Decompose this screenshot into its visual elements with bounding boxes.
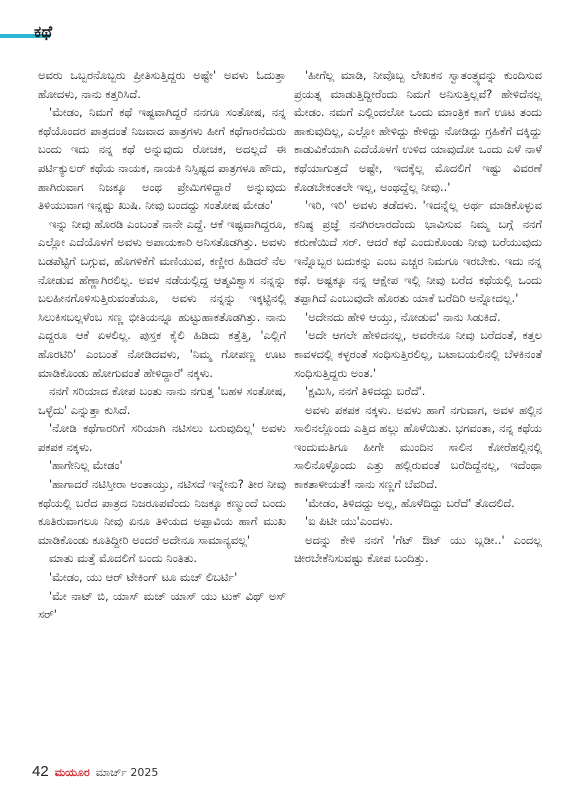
paragraph: 'ಹಾಗೇನಿಲ್ಲ ಮೇಡಂ' (49, 458, 123, 473)
paragraph: ಅದನ್ನು ಕೇಳಿ ನನಗೆ 'ಗೆಟ್ ಔಟ್ ಯು ಬ್ಲಡೀ..' ಎಂದಲ್ಲ ಚೀರಬೇಕೆನಿಸುವಷ್ಟು ಕೋಪ ಬಂದಿತ್ತು. (294, 532, 542, 566)
paragraph: 'ಮೇಡಂ, ತಿಳಿದದ್ದು ಅಲ್ಲ, ಹೊಳೆದಿದ್ದು ಬರೆದೆ' ತೊದಲಿದೆ. (305, 495, 515, 510)
paragraph: 'ಅದೇ ಆಗಲೇ ಹೇಳಿದನಲ್ಲ, ಅವರೇನೂ ನೀವು ಬರೆದಂತೆ, ಕತ್ತಲ ಕಾವಳದಲ್ಲಿ ಕಳ್ಳರಂತೆ ಸಂಧಿಸುತ್ತಿರಲಿಲ್ಲ, ಬಟಾಬಯಲಿನಲ್ಲಿ ಬೆಳಕಿನಂತೆ ಸಂಧಿಸುತ್ತಿದ್ದರು ಅಂತ.' (294, 328, 542, 380)
paragraph: ನನಗೆ ಸರಿಯಾದ ಕೋಪ ಬಂತು ನಾನು ನಗುತ್ತ 'ಬಹಳ ಸಂತೋಷ, ಒಳ್ಳೆದು' ಎನ್ನುತ್ತಾ ಕುಸಿದೆ. (38, 384, 286, 417)
paragraph: 'ಮೇಡಂ, ಯು ಆರ್ ಟೇಕಿಂಗ್ ಟೂ ಮಚ್ ಲಿಬರ್ಟಿ' (49, 570, 238, 585)
paragraph: 'ಮೇಡಂ, ನಿಮಗೆ ಕಥೆ ಇಷ್ಟವಾಗಿದ್ದರೆ ನನಗೂ ಸಂತೋಷ, ನನ್ನ ಕಥೆಯೊಂದರ ಪಾತ್ರದಂತೆ ನಿಜವಾದ ಪಾತ್ರಗಳು ಹೀಗೆ ಕಥೆಗಾರನೆದುರು ಬಂದು ಇದು ನನ್ನ ಕಥೆ ಅನ್ನುವುದು ರೋಚಕ, ಅದಲ್ಲದೆ ಈ ಪರ್ಟಿಕ್ಯುಲರ್ ಕಥೆಯ ನಾಯಕ, ನಾಯಕಿ ನಿಸ್ಸಿಷ್ಟದ ಪಾತ್ರಗಳೂ ಹೌದು, ಹಾಗಿರುವಾಗ ನಿಜಕ್ಕೂ ಅಂಥ ಪ್ರೇಮಿಗಳಿದ್ದಾರೆ ಅನ್ನುವುದು ತಿಳಿಯುವಾಗ ಇನ್ನಷ್ಟು ಖುಷಿ. ನೀವು ಬಂದದ್ದು ಸಂತೋಷ ಮೇಡಂ' (38, 105, 286, 213)
issue-date: ಮಾರ್ಚ್ 2025 (95, 766, 159, 779)
right-column (294, 66, 542, 568)
section-label: ಕಥೆ (34, 22, 53, 41)
paragraph: 'ಹಾಗಾದರೆ ನಟಿಸ್ತೀರಾ ಅಂತಾಯ್ತು, ನಟಿಸದೆ ಇನ್ನೇನು? ತೀರ ನೀವು ಕಥೆಯಲ್ಲಿ ಬರೆದ ಪಾತ್ರದ ನಿಜರೂಪವೆಂದು ನಿಜಕ್ಕೂ ಕಣ್ಮುಂದೆ ಬಂದು ಕೂತಿರುವಾಗಲೂ ನೀವು ಏನೂ ತಿಳಿಯದ ಅಪ್ಪಾವಿಯ ಹಾಗೆ ಮುಖ ಮಾಡಿಕೊಂಡು ಕೂತಿದ್ದೀರಿ ಅಂದರೆ ಅದೇನೂ ಸಾಮಾನ್ಯವಲ್ಲ' (38, 477, 286, 547)
paragraph: 'ಅದೇನದು ಹೇಳಿ ಆಯ್ತು, ನೋಡುವ' ನಾನು ಸಿಡುಕಿದೆ. (305, 309, 501, 324)
page-number: 42 (32, 763, 49, 780)
left-column (38, 66, 286, 624)
paragraph: ಅವರು ಒಬ್ಬರನೊಬ್ಬರು ಪ್ರೀತಿಸುತ್ತಿದ್ದರು ಅಷ್ಟೇ' ಅವಳು ಓದುತ್ತಾ ಹೋದಳು, ನಾನು ಕತ್ತರಿಸಿದೆ. (38, 68, 286, 101)
paragraph: ಅವಳು ಪಕಪಕ ನಕ್ಕಳು. ಅವಳು ಹಾಗೆ ನಗುವಾಗ, ಅವಳ ಹಲ್ಲಿನ ಸಾಲಿನಲ್ಲೊಂದು ಎತ್ತಿದ ಹಲ್ಲು ಹೊಳೆಯಿತು. ಭಗವಂತಾ, ನನ್ನ ಕಥೆಯ ಇಂದುಮತಿಗೂ ಹೀಗೇ ಮುಂದಿನ ಸಾಲಿನ ಕೋರೆಹಲ್ಲಿನಲ್ಲಿ ಸಾಲಿನೊಳ್ಳೊಂದು ಎತ್ತು ಹಲ್ಲಿರುವಂತೆ ಬರೆದಿದ್ದೆನಲ್ಲ, ಇದೆಂಥಾ ಕಾಕತಾಳೀಯತೆ! ನಾನು ಸಣ್ಣಗೆ ಬೆವರಿದೆ. (294, 402, 542, 492)
page-footer (32, 763, 158, 783)
paragraph: 'ಇರಿ, ಇರಿ' ಅವಳು ತಡೆದಳು. 'ಇದನ್ನೆಲ್ಲ ಅರ್ಥ ಮಾಡಿಕೊಳ್ಳುವ ಕನಿಷ್ಠ ಪ್ರಜ್ಞೆ ನನಗಿರಲಾರದೆಂದು ಭಾವಿಸುವ ನಿಮ್ಮ ಬಗ್ಗೆ ನನಗೆ ಕರುಣೆಯಿದೆ ಸರ್. ಆದರೆ ಕಥೆ ಎಂದುಕೊಂಡು ನೀವು ಬರೆಯುವುದು ಇನ್ನೊಬ್ಬರ ಬದುಕನ್ನು ಎಂಬ ಎಚ್ಚರ ನಿಮಗೂ ಇರಬೇಕು. ಇದು ನನ್ನ ಕಥೆ. ಅಷ್ಟಕ್ಕೂ ನನ್ನ ಆಕ್ಷೇಪ ಇಲ್ಲಿ ನೀವು ಬರೆದ ಕಥೆಯಲ್ಲಿ ಒಂದು ತಪ್ಪಾಗಿದೆ ಎಂಬುವುದೇ ಹೊರತು ಯಾಕೆ ಬರೆದಿರಿ ಅನ್ನೋದಲ್ಲ.' (294, 198, 542, 306)
paragraph: 'ಮೇ ನಾಟ್ ಬಿ, ಯಾಸ್ ಮಚ್ ಯಾಸ್ ಯು ಟುಕ್ ವಿಥ್ ಅಸ್ ಸರ್' (38, 588, 286, 622)
paragraph: 'ಕ್ಷಮಿಸಿ, ನನಗೆ ತಿಳಿದದ್ದು ಬರೆದೆ'. (305, 384, 426, 399)
paragraph: ಮಾತು ಮತ್ತೆ ಮೊದಲಿಗೆ ಬಂದು ನಿಂತಿತು. (49, 551, 197, 566)
magazine-logo: ಮಯೂರ (54, 766, 90, 779)
paragraph: 'ನೋಡಿ ಕಥೆಗಾರರಿಗೆ ಸರಿಯಾಗಿ ನಟಿಸಲು ಬರುವುದಿಲ್ಲ' ಅವಳು ಪಕಪಕ ನಕ್ಕಳು. (38, 421, 286, 454)
paragraph: 'ಐ ಪಿಟೀ ಯು'ಎಂದಳು. (305, 514, 393, 529)
paragraph: ಇನ್ನು ನೀವು ಹೊರಡಿ ಎಂಬಂತೆ ನಾನೇ ಎದ್ದೆ. ಆಕೆ ಇಷ್ಟವಾಗಿದ್ದರೂ, ಎಲ್ಲೋ ಎದೆಯೊಳಗೆ ಅವಳು ಅಪಾಯಕಾರಿ ಅನಿಸತೊಡಗಿತ್ತು. ಅವಳು ಬಡಪೆಟ್ಟಿಗೆ ಬಗ್ಗುವ, ಹೊಗಳಿಕೆಗೆ ಮಣಿಯುವ, ಕಣ್ಣೀರ ಹಿಡಿದರೆ ನೆಲ ನೋಡುವ ಹೆಣ್ಣಾಗಿರಲಿಲ್ಲ. ಅವಳ ನಡೆಯಲ್ಲಿದ್ದ ಆತ್ಮವಿಶ್ವಾಸ ನನ್ನನ್ನು ಬಲಹೀನಗೊಳಿಸುತ್ತಿರುವಂತೆಯೂ, ಅವಳು ನನ್ನನ್ನು ಇಕ್ಕಟ್ಟಿನಲ್ಲಿ ಸಿಲುಕಿಸಬಲ್ಲಳೆಂಬ ಸಣ್ಣ ಭೀತಿಯನ್ನೂ ಹುಟ್ಟುಹಾಕತೊಡಗಿತ್ತು. ನಾನು ಎದ್ದರೂ ಆಕೆ ಏಳಲಿಲ್ಲ. ಪುಸ್ತಕ ಕೈಲಿ ಹಿಡಿದು ಕತ್ತೆತ್ತಿ, 'ಎಲ್ಲಿಗೆ ಹೊರಟಿರಿ' ಎಂಬಂತೆ ನೋಡಿದವಳು, 'ನಿಮ್ಮ ಗೋಪಣ್ಣ ಊಟ ಮಾಡಿಕೊಂಡು ಹೋಗುವಂತೆ ಹೇಳಿದ್ದಾರೆ' ನಕ್ಕಳು. (38, 216, 286, 380)
paragraph: 'ಹೀಗೆಲ್ಲ ಮಾಡಿ, ನೀವೊಬ್ಬ ಲೇಖಕನ ಸ್ವಾತಂತ್ರ್ಯವನ್ನು ಕುಂದಿಸುವ ಪ್ರಯತ್ನ ಮಾಡುತ್ತಿದ್ದೀರೆಂದು ನಿಮಗೆ ಅನಿಸುತ್ತಿಲ್ಲವೆ? ಹೇಳಿದೆನಲ್ಲ ಮೇಡಂ. ನಮಗೆ ಎಲ್ಲಿಂದಲೋ ಒಂದು ಮಾಂತ್ರಿಕ ಕಾಗೆ ಊಟ ತಂದು ಹಾಕುವುದಿಲ್ಲ, ಎಲ್ಲೋ ಹೇಳಿದ್ದು ಕೇಳಿದ್ದು ನೋಡಿದ್ದು ಗ್ರಹಿಕೆಗೆ ದಕ್ಕಿದ್ದು ಕಾಡುವಿಕೆಯಾಗಿ ಎದೆಯೊಳಗೆ ಉಳಿದ ಯಾವುದೋ ಒಂದು ಎಳೆ ನಾಳೆ ಕಥೆಯಾಗುತ್ತದೆ ಅಷ್ಟೇ, ಇದಕ್ಕೆಲ್ಲ ಮೊದಲಿಗೆ ಇಷ್ಟು ವಿವರಣೆ ಕೊಡಬೇಕಂತಲೇ ಇಲ್ಲ, ಅಂಥದ್ದೆಲ್ಲ ನೀವು..' (294, 68, 542, 194)
